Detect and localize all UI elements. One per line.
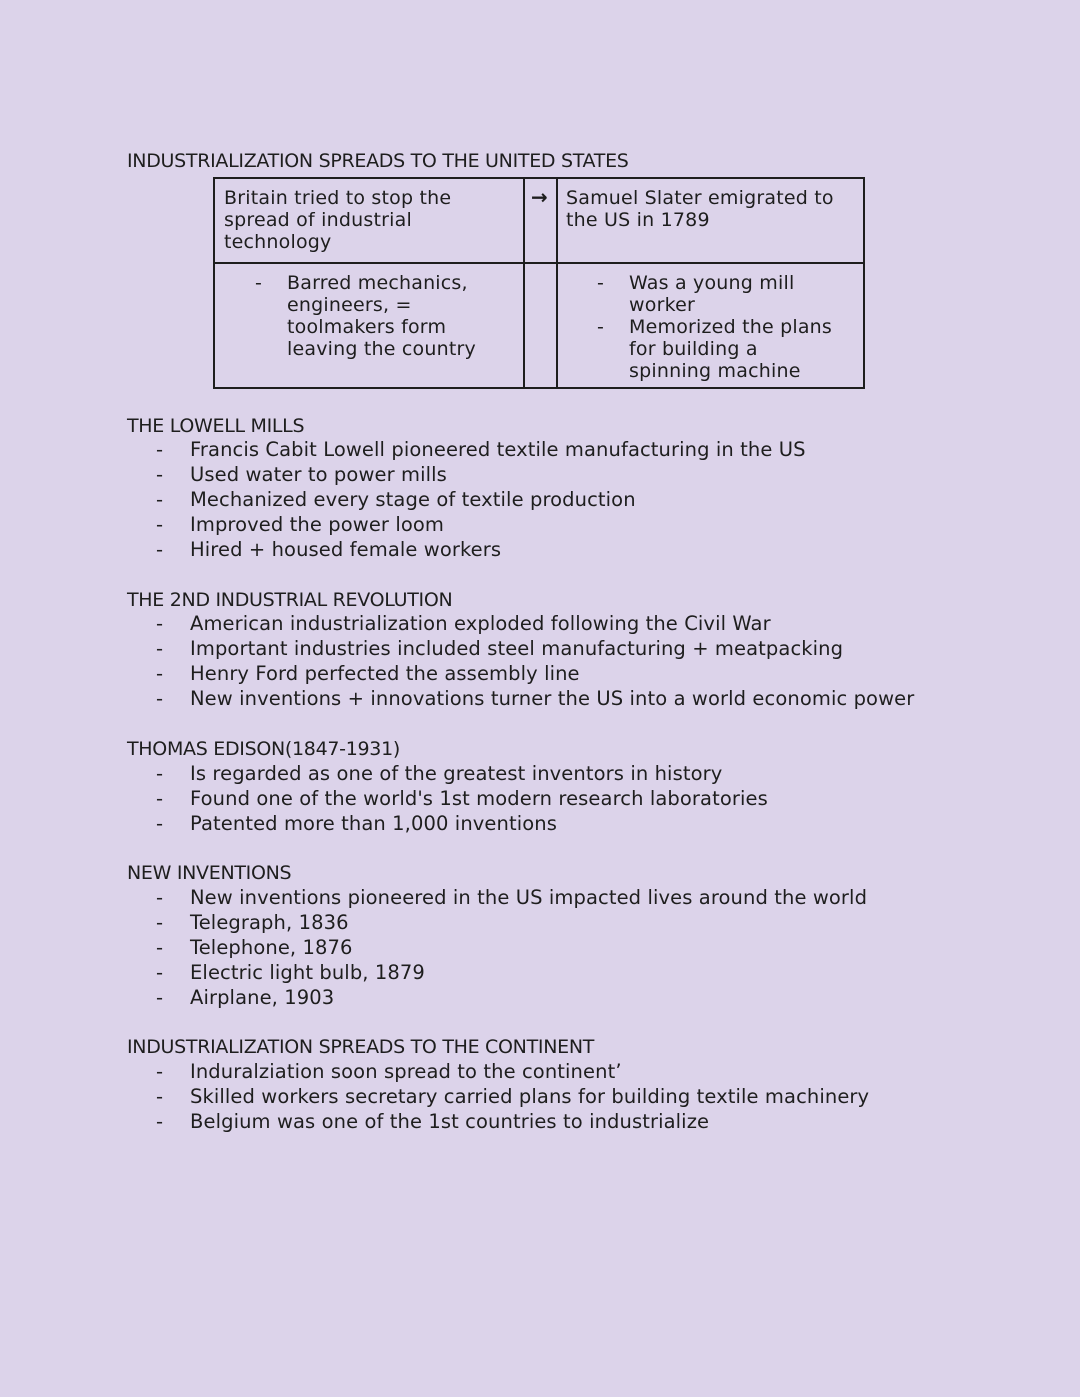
list-item [597,272,832,316]
list-item-text: Was a young mill worker [629,272,795,316]
list-item-text: Memorized the plans for building a spinning machine [629,316,833,382]
table-divider [523,179,525,387]
table-left-header: Britain tried to stop the spread of industrial technology [224,187,452,253]
bullet-dash: - [156,985,164,1009]
list-item-text: Airplane, 1903 [190,985,335,1009]
bullet-dash: - [156,960,164,984]
list-item-text: Electric light bulb, 1879 [190,960,425,984]
list-item-text: American industrialization exploded following the Civil War [190,612,771,635]
list-item-text: Francis Cabit Lowell pioneered textile manufacturing in the US [190,438,806,461]
list-item [255,272,476,360]
list-item-text: Hired + housed female workers [190,537,502,561]
arrow-icon: → [531,185,548,209]
list-item-text: Used water to power mills [190,462,447,486]
list-item-text: Henry Ford perfected the assembly line [190,661,580,685]
table-divider [556,179,558,387]
table-right-header: Samuel Slater emigrated to the US in 1789 [566,187,834,231]
heading-us: INDUSTRIALIZATION SPREADS TO THE UNITED STATES [127,150,629,172]
bullet-dash: - [156,438,164,461]
list-item-text: Mechanized every stage of textile production [190,487,636,511]
bullet-dash: - [156,1060,164,1083]
list-item-text: New inventions + innovations turner the US into a world economic power [190,686,915,710]
bullet-dash: - [156,786,164,810]
heading-second-revolution: THE 2ND INDUSTRIAL REVOLUTION [127,589,453,611]
list-item-text: Belgium was one of the 1st countries to industrialize [190,1109,710,1133]
bullet-dash: - [156,886,164,909]
list-item-text: Skilled workers secretary carried plans for building textile machinery [190,1084,870,1108]
list-item-text: Patented more than 1,000 inventions [190,811,557,835]
comparison-table [213,177,865,389]
bullet-dash: - [156,612,164,635]
bullet-dash: - [156,935,164,959]
bullet-dash: - [156,636,164,660]
bullet-dash: - [597,316,605,338]
bullet-dash: - [156,661,164,685]
table-divider [215,262,863,264]
bullet-dash: - [156,1109,164,1133]
bullet-dash: - [156,537,164,561]
table-left-list [255,272,476,360]
list-item-text: Induralziation soon spread to the continent’ [190,1060,622,1083]
heading-lowell: THE LOWELL MILLS [127,415,305,437]
list-item-text: Telephone, 1876 [190,935,353,959]
bullet-dash: - [156,910,164,934]
bullet-dash: - [597,272,605,294]
list-item-text: Found one of the world's 1st modern research laboratories [190,786,768,810]
bullet-dash: - [156,762,164,785]
list-item [597,316,833,382]
list-item-text: Barred mechanics, engineers, = toolmakers form leaving the country [287,272,476,360]
list-item-text: Is regarded as one of the greatest inventors in history [190,762,723,785]
heading-edison: THOMAS EDISON(1847-1931) [127,738,400,760]
heading-continent: INDUSTRIALIZATION SPREADS TO THE CONTINENT [127,1036,595,1058]
heading-new-inventions: NEW INVENTIONS [127,862,292,884]
list-item-text: New inventions pioneered in the US impacted lives around the world [190,886,868,909]
list-item-text: Telegraph, 1836 [190,910,349,934]
bullet-dash: - [156,811,164,835]
bullet-dash: - [255,272,263,294]
bullet-dash: - [156,487,164,511]
bullet-dash: - [156,512,164,536]
bullet-dash: - [156,1084,164,1108]
bullet-dash: - [156,462,164,486]
table-right-list [597,272,833,382]
list-item-text: Improved the power loom [190,512,445,536]
bullet-dash: - [156,686,164,710]
list-item-text: Important industries included steel manufacturing + meatpacking [190,636,844,660]
